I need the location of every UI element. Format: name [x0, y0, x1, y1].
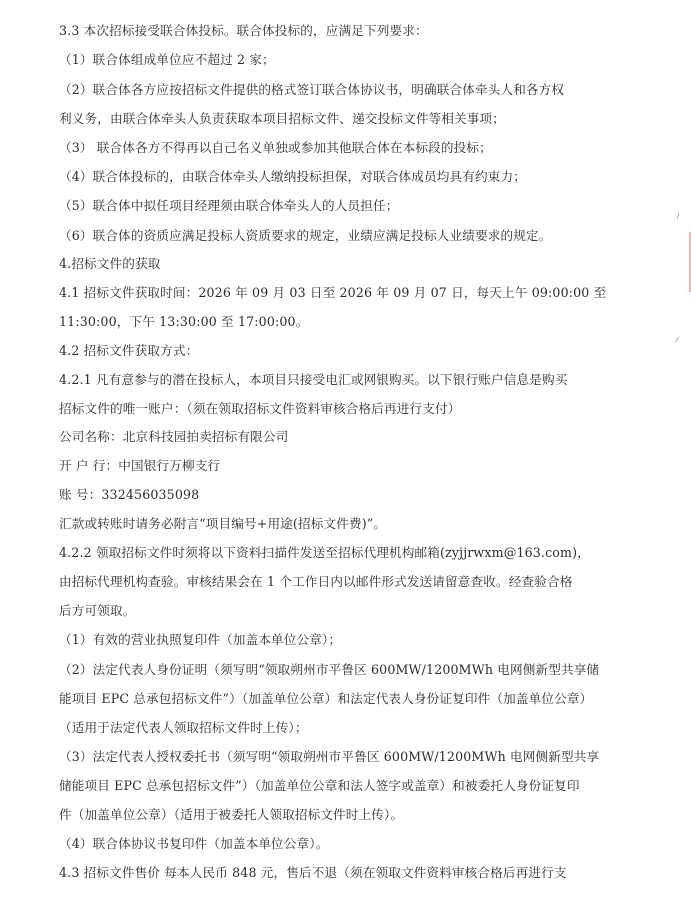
text-line-22: （1）有效的营业执照复印件（加盖本单位公章）；	[59, 632, 342, 647]
text-line-24: 能项目 EPC 总承包招标文件”）（加盖单位公章）和法定代表人身份证复印件（加盖单位公章）	[59, 691, 593, 706]
text-line-1: 3.3 本次招标接受联合体投标。联合体投标的，应满足下列要求：	[59, 23, 428, 38]
red-seal-edge	[669, 232, 691, 292]
text-line-2: （1）联合体组成单位应不超过 2 家；	[59, 52, 275, 67]
text-line-13: 4.2.1 凡有意参与的潜在投标人，本项目只接受电汇或网银购买。以下银行账户信息是购买	[59, 372, 568, 387]
text-line-27: 储能项目 EPC 总承包招标文件”）（加盖单位公章和法人签字或盖章）和被委托人身份证复印	[59, 778, 580, 793]
text-line-14: 招标文件的唯一账户：（须在领取招标文件资料审核合格后再进行支付）	[59, 401, 461, 416]
text-line-8: （6）联合体的资质应满足投标人资质要求的规定，业绩应满足投标人业绩要求的规定。	[59, 228, 552, 243]
text-line-6: （4）联合体投标的，由联合体牵头人缴纳投标担保，对联合体成员均具有约束力；	[59, 169, 526, 184]
text-line-11: 11:30:00，下午 13:30:00 至 17:00:00。	[59, 314, 309, 329]
bank-name: 开 户 行：中国银行万柳支行	[59, 458, 221, 473]
text-line-29: （4）联合体协议书复印件（加盖本单位公章）。	[59, 836, 329, 851]
text-line-30: 4.3 招标文件售价 每本人民币 848 元，售后不退（须在领取文件资料审核合格后再进行支	[59, 865, 567, 880]
text-line-21: 后方可领取。	[59, 603, 136, 618]
text-line-5: （3） 联合体各方不得再以自己名义单独或参加其他联合体在本标段的投标；	[59, 140, 492, 155]
text-line-20: 由招标代理机构查验。审核结果会在 1 个工作日内以邮件形式发送请留意查收。经查验合格	[59, 574, 573, 589]
text-line-18: 汇款或转账时请务必附言“项目编号+用途(招标文件费)”。	[59, 516, 387, 531]
text-line-4: 利义务，由联合体牵头人负责获取本项目招标文件、递交投标文件等相关事项；	[59, 111, 506, 126]
text-line-19: 4.2.2 领取招标文件时须将以下资料扫描件发送至招标代理机构邮箱(zyjjrwxm@163.com)，	[59, 545, 590, 560]
red-seal-mark: ~	[670, 333, 685, 347]
text-line-7: （5）联合体中拟任项目经理须由联合体牵头人的人员担任；	[59, 198, 399, 213]
text-line-25: （适用于法定代表人领取招标文件时上传）；	[59, 720, 308, 735]
company-name: 公司名称：北京科技园拍卖招标有限公司	[59, 429, 289, 444]
text-line-23: （2）法定代表人身份证明（须写明“领取朔州市平鲁区 600MW/1200MWh 电网侧新型共享储	[59, 662, 600, 677]
section-heading: 4.招标文件的获取	[59, 256, 161, 271]
red-seal-mark: ~	[671, 210, 686, 223]
text-line-12: 4.2 招标文件获取方式：	[59, 343, 199, 358]
text-line-10: 4.1 招标文件获取时间：2026 年 09 月 03 日至 2026 年 09 月 07 日，每天上午 09:00:00 至	[59, 285, 607, 300]
text-line-28: 件（加盖单位公章）（适用于被委托人领取招标文件时上传）。	[59, 807, 404, 822]
text-line-26: （3）法定代表人授权委托书（须写明“领取朔州市平鲁区 600MW/1200MWh 电网侧新型共享	[59, 749, 600, 764]
text-line-3: （2）联合体各方应按招标文件提供的格式签订联合体协议书，明确联合体牵头人和各方权	[59, 82, 565, 97]
account-number: 账 号：332456035098	[59, 487, 200, 502]
